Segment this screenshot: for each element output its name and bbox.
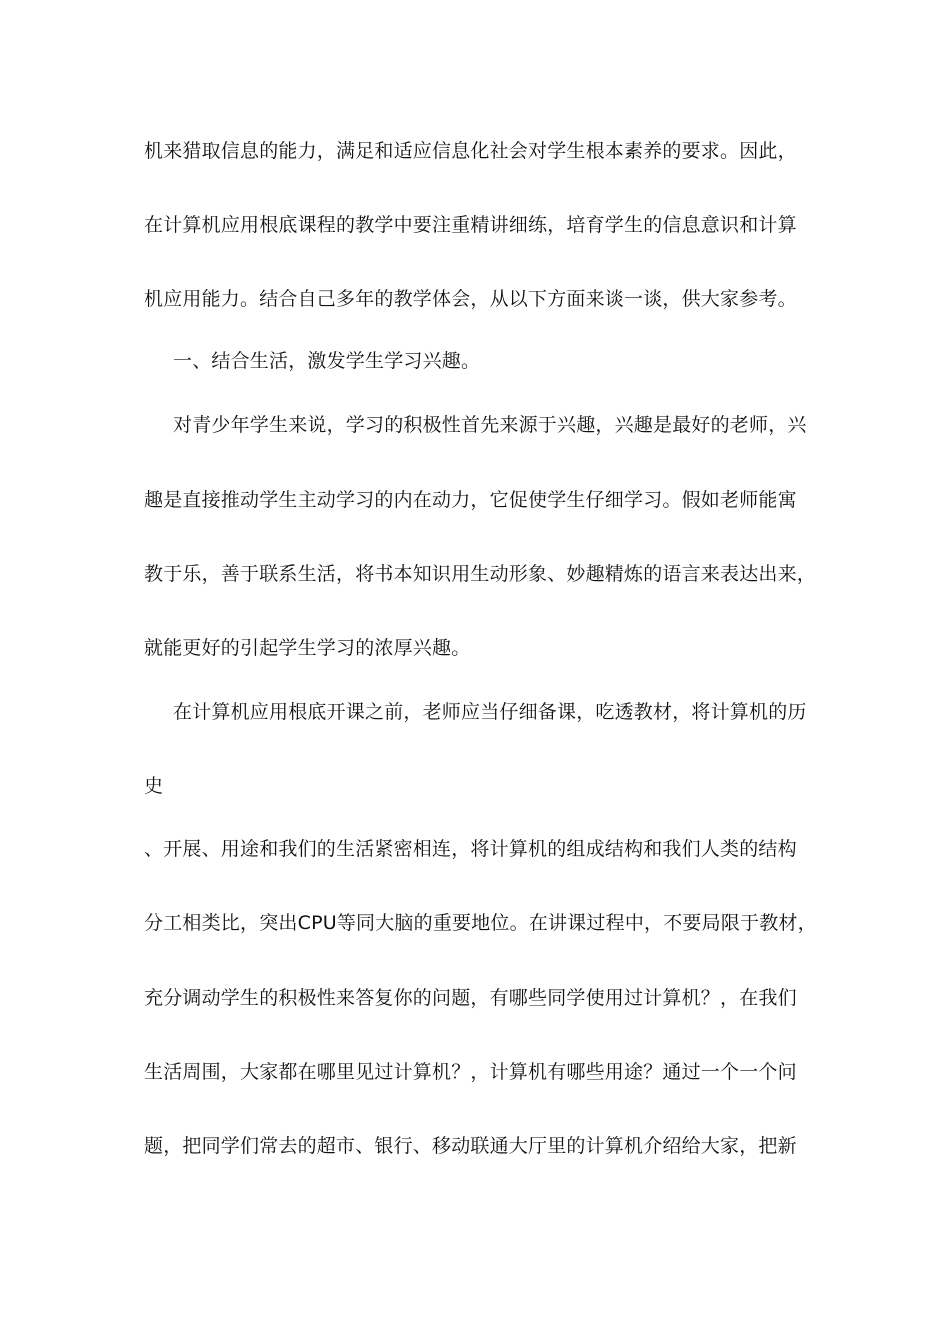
text-line: 趣是直接推动学生主动学习的内在动力，它促使学生仔细学习。假如老师能寓: [144, 489, 797, 511]
text-line: 充分调动学生的积极性来答复你的问题，有哪些同学使用过计算机？，在我们: [144, 987, 797, 1009]
text-line: 分工相类比，突出CPU等同大脑的重要地位。在讲课过程中，不要局限于教材，: [144, 912, 817, 934]
text-line: 教于乐，善于联系生活，将书本知识用生动形象、妙趣精炼的语言来表达出来，: [144, 563, 817, 585]
text-line: 在计算机应用根底开课之前，老师应当仔细备课，吃透教材，将计算机的历: [173, 701, 807, 723]
text-line: 对青少年学生来说，学习的积极性首先来源于兴趣，兴趣是最好的老师，兴: [173, 414, 807, 436]
text-line: 机应用能力。结合自己多年的教学体会，从以下方面来谈一谈，供大家参考。: [144, 288, 797, 310]
text-line: 生活周围，大家都在哪里见过计算机？，计算机有哪些用途？通过一个一个问: [144, 1061, 797, 1083]
text-line: 题，把同学们常去的超市、银行、移动联通大厅里的计算机介绍给大家，把新: [144, 1135, 797, 1157]
text-line: 在计算机应用根底课程的教学中要注重精讲细练，培育学生的信息意识和计算: [144, 214, 797, 236]
text-line: 史: [144, 775, 164, 797]
text-line: 机来猎取信息的能力，满足和适应信息化社会对学生根本素养的要求。因此，: [144, 140, 797, 162]
section-heading: 一、结合生活，激发学生学习兴趣。: [173, 350, 481, 372]
text-line: 、开展、用途和我们的生活紧密相连，将计算机的组成结构和我们人类的结构: [144, 838, 797, 860]
text-line: 就能更好的引起学生学习的浓厚兴趣。: [144, 637, 471, 659]
